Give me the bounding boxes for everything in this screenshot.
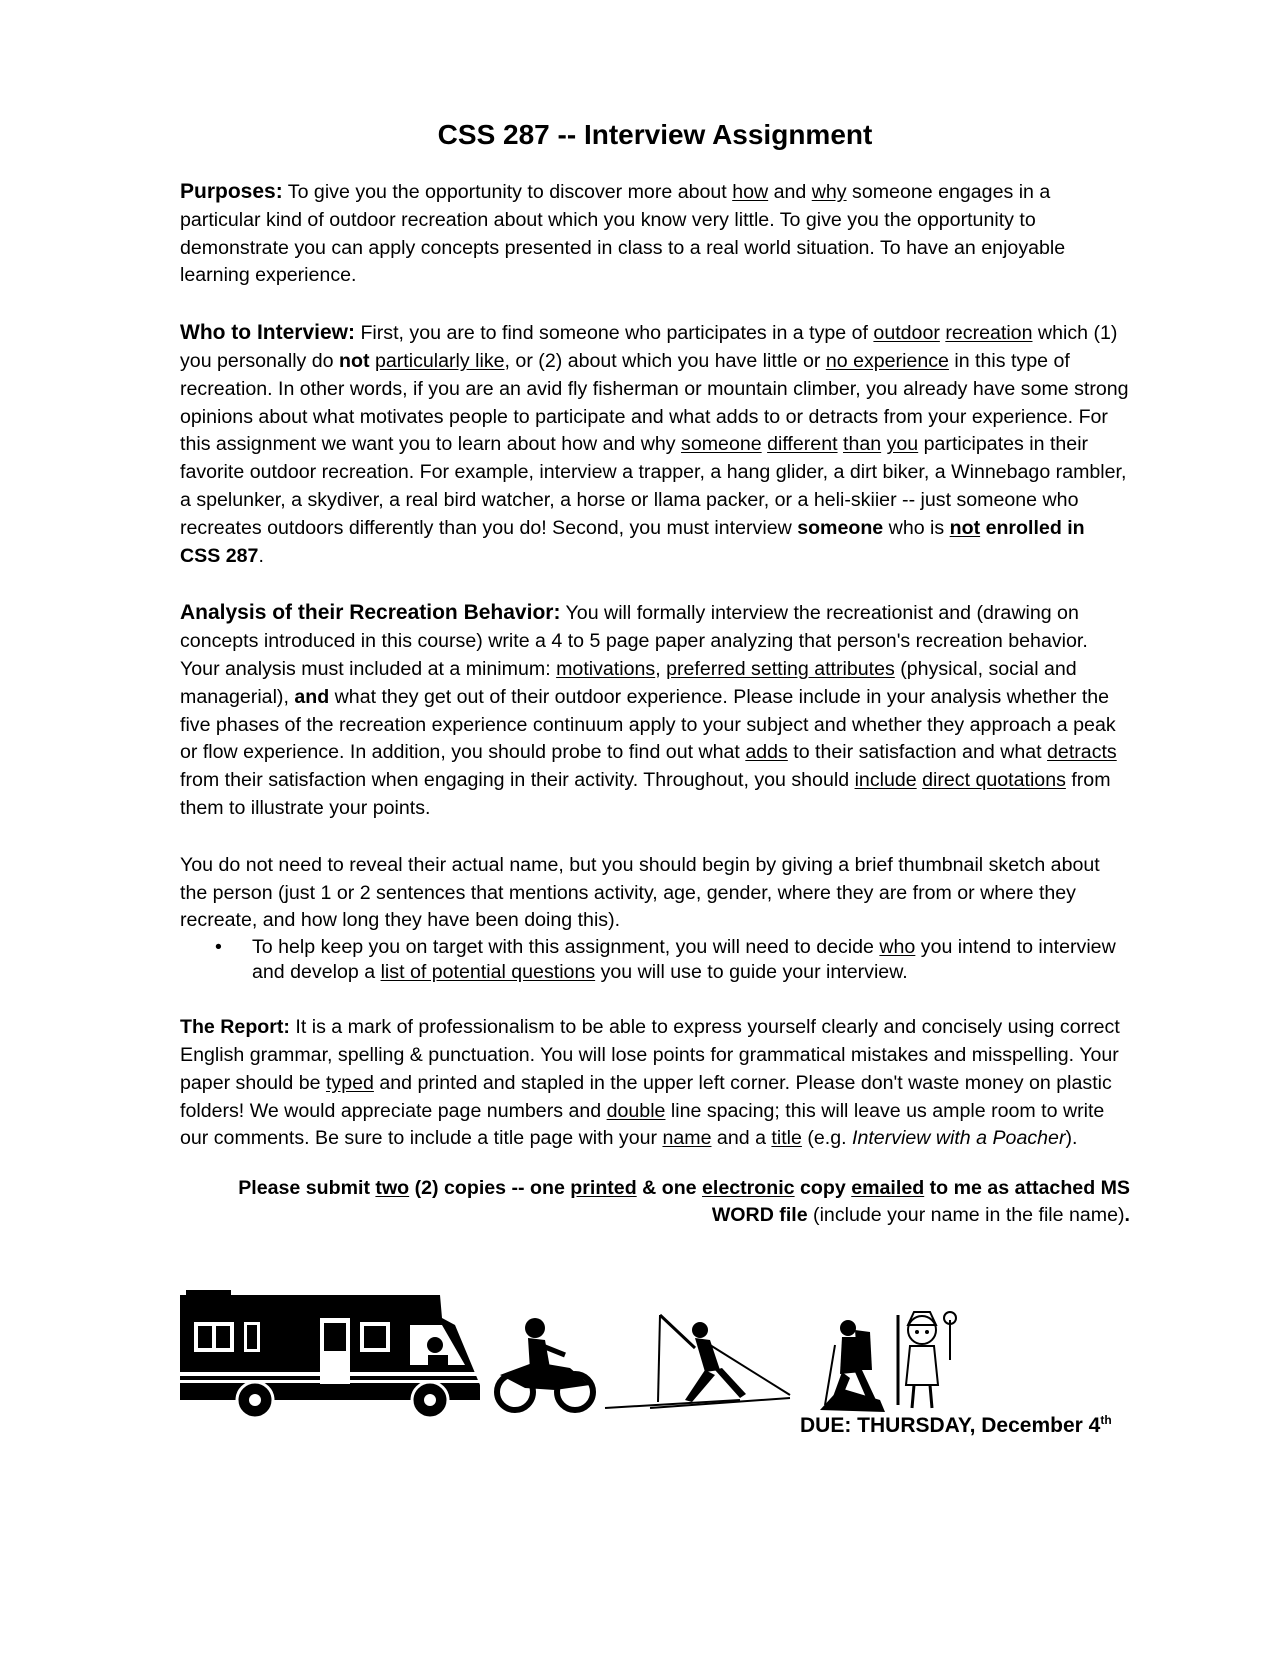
report-paragraph: The Report: It is a mark of professionalism to be able to express yourself clearly and concisely using correct English grammar, spelling & punctuation. You will lose points for grammatical mistakes and misspelling. Your paper should be typed and printed and stapled in the upper left corner. Please don't waste money on plastic folders! We would appreciate page numbers and double line spacing; this will leave us ample room to write our comments. Be sure to include a title page with your name and a title (e.g. Interview with a Poacher). [180, 1016, 1120, 1150]
bullet-list [180, 935, 1130, 985]
trapper-icon [898, 1312, 956, 1408]
submit-instructions: Please submit two (2) copies -- one printed & one electronic copy emailed to me as attached MS WORD file (include your name in the file name). [238, 1177, 1130, 1227]
hiker-icon [820, 1320, 885, 1412]
who-to-interview-heading: Who to Interview: [180, 321, 355, 345]
purposes-heading: Purposes: [180, 180, 283, 203]
motorhome-icon [180, 1290, 480, 1418]
report-heading: The Report: [180, 1016, 290, 1039]
motorcycle-icon [497, 1318, 593, 1410]
purposes-paragraph: Purposes: To give you the opportunity to discover more about how and why someone engages in a particular kind of outdoor recreation about which you know very little. To give you the opportunity to demonstrate you can apply concepts presented in class to a real world situation. To have an enjoyable learning experience. [180, 180, 1066, 287]
list-item: • To help keep you on target with this assignment, you will need to decide who you intend to interview and develop a list of potential questions you will use to guide your interview. [215, 936, 1116, 984]
who-to-interview-paragraph: Who to Interview: First, you are to find someone who participates in a type of outdoor recreation which (1) you personally do not particularly like, or (2) about which you have little or no experience in this type of recreation. In other words, if you are an avid fly fisherman or mountain climber, you already have some strong opinions about what motivates people to participate and what adds to or detracts from your experience. For this assignment we want you to learn about how and why someone different than you participates in their favorite outdoor recreation. For example, interview a trapper, a hang glider, a dirt biker, a Winnebago rambler, a spelunker, a skydiver, a real bird watcher, a horse or llama packer, or a heli-skiier -- just someone who recreates outdoors differently than you do! Second, you must interview someone who is not enrolled in CSS 287. [180, 321, 1129, 567]
document-page [180, 118, 1130, 1229]
analysis-paragraph: Analysis of their Recreation Behavior: You will formally interview the recreationist and (drawing on concepts introduced in this course) write a 4 to 5 page paper analyzing that person's recreation behavior. Your analysis must included at a minimum: motivations, preferred setting attributes (physical, social and managerial), and what they get out of their outdoor experience. Please include in your analysis whether the five phases of the recreation experience continuum apply to your subject and whether they approach a peak or flow experience. In addition, you should probe to find out what adds to their satisfaction and what detracts from their satisfaction when engaging in their activity. Throughout, you should include direct quotations from them to illustrate your points. [180, 601, 1117, 819]
bullet-icon: • [215, 936, 222, 959]
recreation-clipart [180, 1290, 1130, 1420]
due-date: DUE: THURSDAY, December 4th [800, 1413, 1112, 1437]
analysis-heading: Analysis of their Recreation Behavior: [180, 601, 561, 625]
thumbnail-paragraph: You do not need to reveal their actual name, but you should begin by giving a brief thumbnail sketch about the person (just 1 or 2 sentences that mentions activity, age, gender, where they are from or where they recreate, and how long they have been doing this). [180, 853, 1100, 932]
page-title: CSS 287 -- Interview Assignment [437, 119, 873, 150]
skier-icon [605, 1315, 790, 1408]
